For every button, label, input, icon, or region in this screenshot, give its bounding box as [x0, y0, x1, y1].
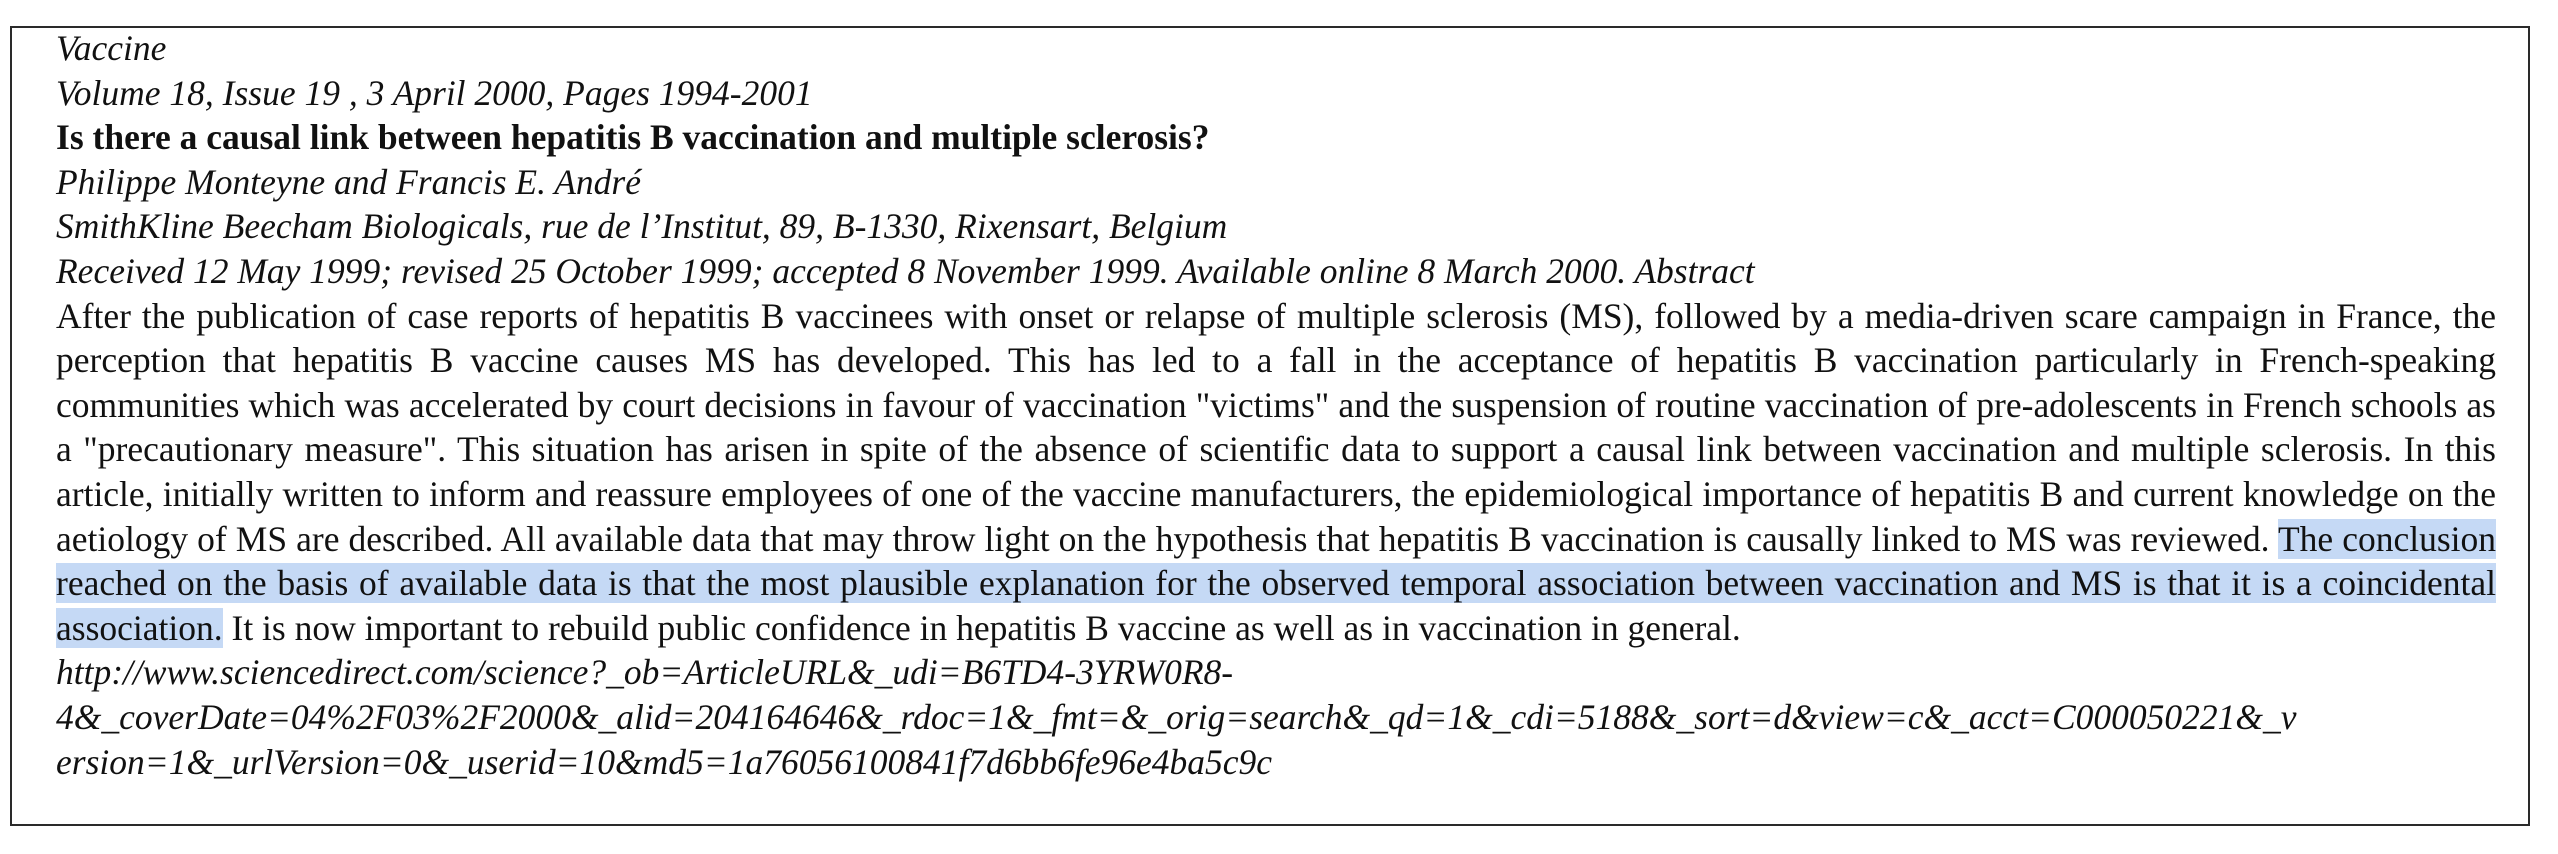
document-body [56, 26, 2496, 784]
article-dates: Received 12 May 1999; revised 25 October 1999; accepted 8 November 1999. Available online 8 March 2000. Abstract [56, 250, 1755, 291]
author-affiliation: SmithKline Beecham Biologicals, rue de l’Institut, 89, B-1330, Rixensart, Belgium [56, 206, 1228, 247]
abstract-text-after-highlight[interactable]: It is now important to rebuild public confidence in hepatitis B vaccine as well as in vaccination in general. [222, 607, 1741, 648]
volume-issue-line: Volume 18, Issue 19 , 3 April 2000, Pages 1994-2001 [56, 72, 813, 113]
abstract-paragraph[interactable] [56, 294, 2496, 651]
highlighted-text-selection[interactable]: The conclusion reached on the basis of available data is that the most plausible explanation for the observed temporal association between vaccination and MS is that it is a coincidental association. [56, 518, 2496, 648]
source-url-line-3[interactable]: ersion=1&_urlVersion=0&_userid=10&md5=1a76056100841f7d6bb6fe96e4ba5c9c [56, 741, 1272, 782]
journal-name: Vaccine [56, 28, 167, 68]
abstract-text-before-highlight[interactable]: After the publication of case reports of hepatitis B vaccinees with onset or relapse of multiple sclerosis (MS), followed by a media-driven scare campaign in France, the perception that hepatitis B vaccine causes MS has developed. This has led to a fall in the acceptance of hepatitis B vaccination particularly in French-speaking communities which was accelerated by court decisions in favour of vaccination "victims" and the suspension of routine vaccination of pre-adolescents in French schools as a "precautionary measure". This situation has arisen in spite of the absence of scientific data to support a causal link between vaccination and multiple sclerosis. In this article, initially written to inform and reassure employees of one of the vaccine manufacturers, the epidemiological importance of hepatitis B and current knowledge on the aetiology of MS are described. All available data that may throw light on the hypothesis that hepatitis B vaccination is causally linked to MS was reviewed. [56, 295, 2496, 559]
source-url[interactable] [56, 650, 2496, 784]
source-url-line-2[interactable]: 4&_coverDate=04%2F03%2F2000&_alid=204164646&_rdoc=1&_fmt=&_orig=search&_qd=1&_cdi=5188&_sort=d&view=c&_acct=C000050221&_v [56, 696, 2297, 737]
article-authors: Philippe Monteyne and Francis E. André [56, 161, 641, 202]
source-url-line-1[interactable]: http://www.sciencedirect.com/science?_ob=ArticleURL&_udi=B6TD4-3YRW0R8- [56, 652, 1234, 693]
article-title: Is there a causal link between hepatitis B vaccination and multiple sclerosis? [56, 117, 1210, 158]
